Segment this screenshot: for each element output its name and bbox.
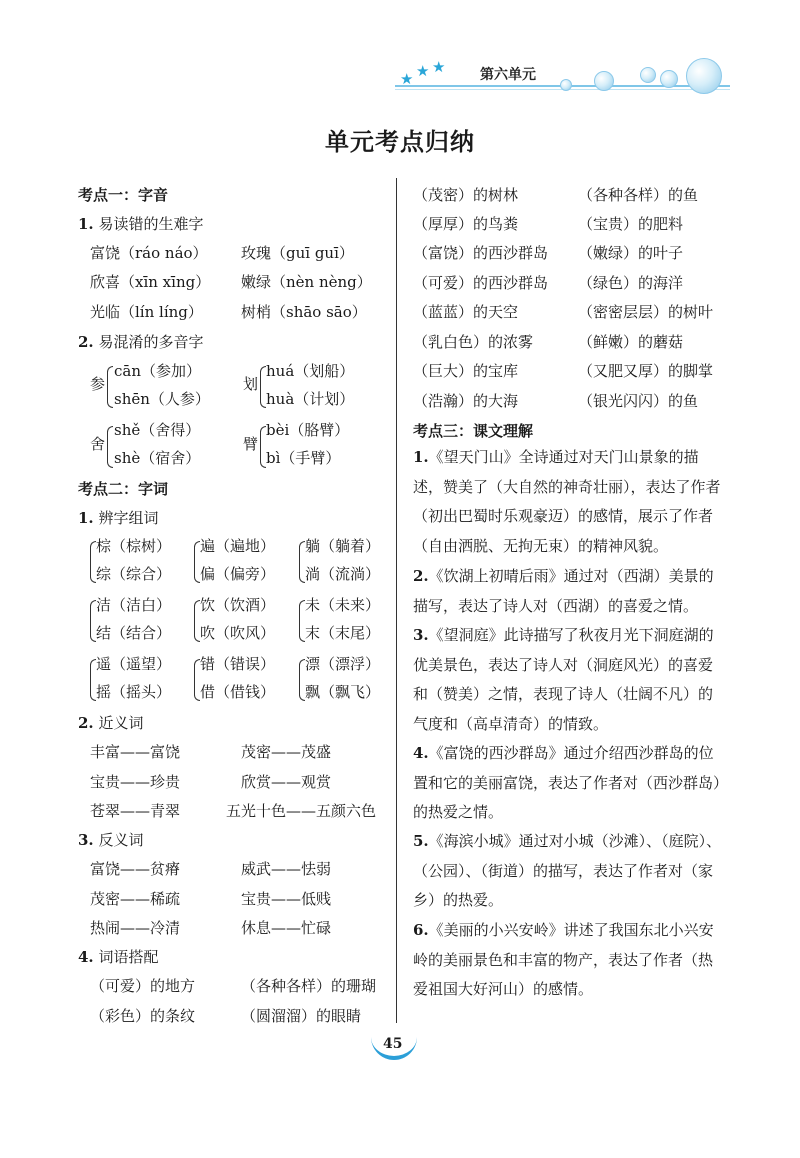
collocation-item: （巨大）的宝库 (413, 362, 519, 380)
pinyin-item: 嫩绿（nèn nèng） (241, 273, 372, 291)
section-heading: 考点一：字音 (78, 186, 169, 204)
polyphone-reading: shè（宿舍） (114, 449, 201, 467)
word-pair-item: 淌（流淌） (305, 565, 381, 583)
subheading: 1. 辨字组词 (78, 509, 159, 527)
page-number: 45 (383, 1036, 403, 1052)
word-pair-item: 躺（躺着） (305, 537, 381, 555)
word-pair-item: 吹（吹风） (200, 624, 276, 642)
antonym-item: 茂密——稀疏 (90, 890, 181, 908)
column-divider (396, 178, 397, 1023)
synonym-item: 宝贵——珍贵 (90, 773, 181, 791)
collocation-item: （绿色）的海洋 (578, 274, 684, 292)
word-pair-item: 洁（洁白） (96, 596, 172, 614)
comprehension-item: 4.《富饶的西沙群岛》通过介绍西沙群岛的位置和它的美丽富饶，表达了作者对（西沙群岛）的热爱之情。 (413, 744, 721, 821)
polyphone-char: 舍 (90, 435, 106, 453)
polyphone-reading: bèi（胳臂） (266, 421, 350, 439)
brace (107, 426, 113, 468)
subheading: 2. 近义词 (78, 714, 144, 732)
bubble-icon (640, 67, 656, 83)
word-pair-item: 漂（漂浮） (305, 655, 381, 673)
comprehension-item: 6.《美丽的小兴安岭》讲述了我国东北小兴安岭的美丽景色和丰富的物产，表达了作者（热爱祖国大好河山）的感情。 (413, 921, 714, 998)
subheading: 1. 易读错的生难字 (78, 215, 204, 233)
collocation-item: （厚厚）的鸟粪 (413, 215, 519, 233)
subheading: 4. 词语搭配 (78, 948, 159, 966)
unit-label: 第六单元 (480, 67, 536, 83)
pinyin-item: 富饶（ráo náo） (90, 244, 208, 262)
bubble-icon (686, 58, 722, 94)
word-pair-item: 未（未来） (305, 596, 381, 614)
collocation-item: （茂密）的树林 (413, 186, 519, 204)
star-icon: ★ (432, 58, 446, 76)
word-pair-item: 遥（遥望） (96, 655, 172, 673)
collocation-item: （宝贵）的肥料 (578, 215, 684, 233)
polyphone-reading: huá（划船） (266, 362, 355, 380)
comprehension-item: 2.《饮湖上初晴后雨》通过对（西湖）美景的描写，表达了诗人对（西湖）的喜爱之情。 (413, 567, 714, 615)
synonym-item: 茂密——茂盛 (241, 743, 332, 761)
bubble-icon (660, 70, 678, 88)
bubble-icon (594, 71, 614, 91)
polyphone-reading: huà（计划） (266, 390, 355, 408)
collocation-item: （圆溜溜）的眼睛 (241, 1007, 362, 1025)
collocation-item: （又肥又厚）的脚掌 (578, 362, 714, 380)
synonym-item: 苍翠——青翠 (90, 802, 181, 820)
star-icon: ★ (416, 62, 430, 80)
antonym-item: 热闹——冷清 (90, 919, 181, 937)
collocation-item: （鲜嫩）的蘑菇 (578, 333, 684, 351)
pinyin-item: 玫瑰（guī guī） (241, 244, 354, 262)
comprehension-item: 3.《望洞庭》此诗描写了秋夜月光下洞庭湖的优美景色，表达了诗人对（洞庭风光）的喜爱和（赞美）之情，表现了诗人（壮阔不凡）的气度和（高卓清奇）的情致。 (413, 626, 714, 733)
comprehension-item: 1.《望天门山》全诗通过对天门山景象的描述，赞美了（大自然的神奇壮丽），表达了作者（初出巴蜀时乐观豪迈）的感情，展示了作者（自由洒脱、无拘无束）的精神风貌。 (413, 448, 721, 555)
word-pair-item: 偏（偏旁） (200, 565, 276, 583)
collocation-item: （嫩绿）的叶子 (578, 244, 684, 262)
brace (107, 366, 113, 408)
collocation-item: （可爱）的地方 (90, 977, 196, 995)
collocation-item: （银光闪闪）的鱼 (578, 392, 699, 410)
page-title: 单元考点归纳 (325, 128, 475, 156)
word-pair-item: 综（综合） (96, 565, 172, 583)
collocation-item: （浩瀚）的大海 (413, 392, 519, 410)
subheading: 3. 反义词 (78, 831, 144, 849)
collocation-item: （蓝蓝）的天空 (413, 303, 519, 321)
polyphone-reading: shēn（人参） (114, 390, 210, 408)
synonym-item: 欣赏——观赏 (241, 773, 332, 791)
word-pair-item: 结（结合） (96, 624, 172, 642)
word-pair-item: 棕（棕树） (96, 537, 172, 555)
collocation-item: （各种各样）的珊瑚 (241, 977, 377, 995)
word-pair-item: 摇（摇头） (96, 683, 172, 701)
polyphone-char: 参 (90, 375, 106, 393)
synonym-item: 丰富——富饶 (90, 743, 181, 761)
collocation-item: （富饶）的西沙群岛 (413, 244, 549, 262)
collocation-item: （密密层层）的树叶 (578, 303, 714, 321)
word-pair-item: 饮（饮酒） (200, 596, 276, 614)
polyphone-reading: cān（参加） (114, 362, 202, 380)
polyphone-reading: bì（手臂） (266, 449, 341, 467)
polyphone-reading: shě（舍得） (114, 421, 201, 439)
collocation-item: （彩色）的条纹 (90, 1007, 196, 1025)
comprehension-item: 5.《海滨小城》通过对小城（沙滩）、（庭院）、（公园）、（街道）的描写，表达了作者对（家乡）的热爱。 (413, 832, 722, 909)
collocation-item: （乳白色）的浓雾 (413, 333, 534, 351)
word-pair-item: 遍（遍地） (200, 537, 276, 555)
word-pair-item: 飘（飘飞） (305, 683, 381, 701)
collocation-item: （各种各样）的鱼 (578, 186, 699, 204)
antonym-item: 威武——怯弱 (241, 860, 332, 878)
collocation-item: （可爱）的西沙群岛 (413, 274, 549, 292)
section-heading: 考点二：字词 (78, 480, 169, 498)
antonym-item: 富饶——贫瘠 (90, 860, 181, 878)
synonym-item: 五光十色——五颜六色 (226, 802, 377, 820)
pinyin-item: 光临（lín líng） (90, 303, 203, 321)
word-pair-item: 借（借钱） (200, 683, 276, 701)
pinyin-item: 欣喜（xīn xīng） (90, 273, 211, 291)
polyphone-char: 划 (243, 375, 259, 393)
antonym-item: 宝贵——低贱 (241, 890, 332, 908)
pinyin-item: 树梢（shāo sāo） (241, 303, 367, 321)
word-pair-item: 末（末尾） (305, 624, 381, 642)
antonym-item: 休息——忙碌 (241, 919, 332, 937)
polyphone-char: 臂 (243, 435, 259, 453)
word-pair-item: 错（错误） (200, 655, 276, 673)
bubble-icon (560, 79, 572, 91)
star-icon: ★ (400, 70, 414, 88)
section-heading: 考点三：课文理解 (413, 422, 534, 440)
subheading: 2. 易混淆的多音字 (78, 333, 204, 351)
